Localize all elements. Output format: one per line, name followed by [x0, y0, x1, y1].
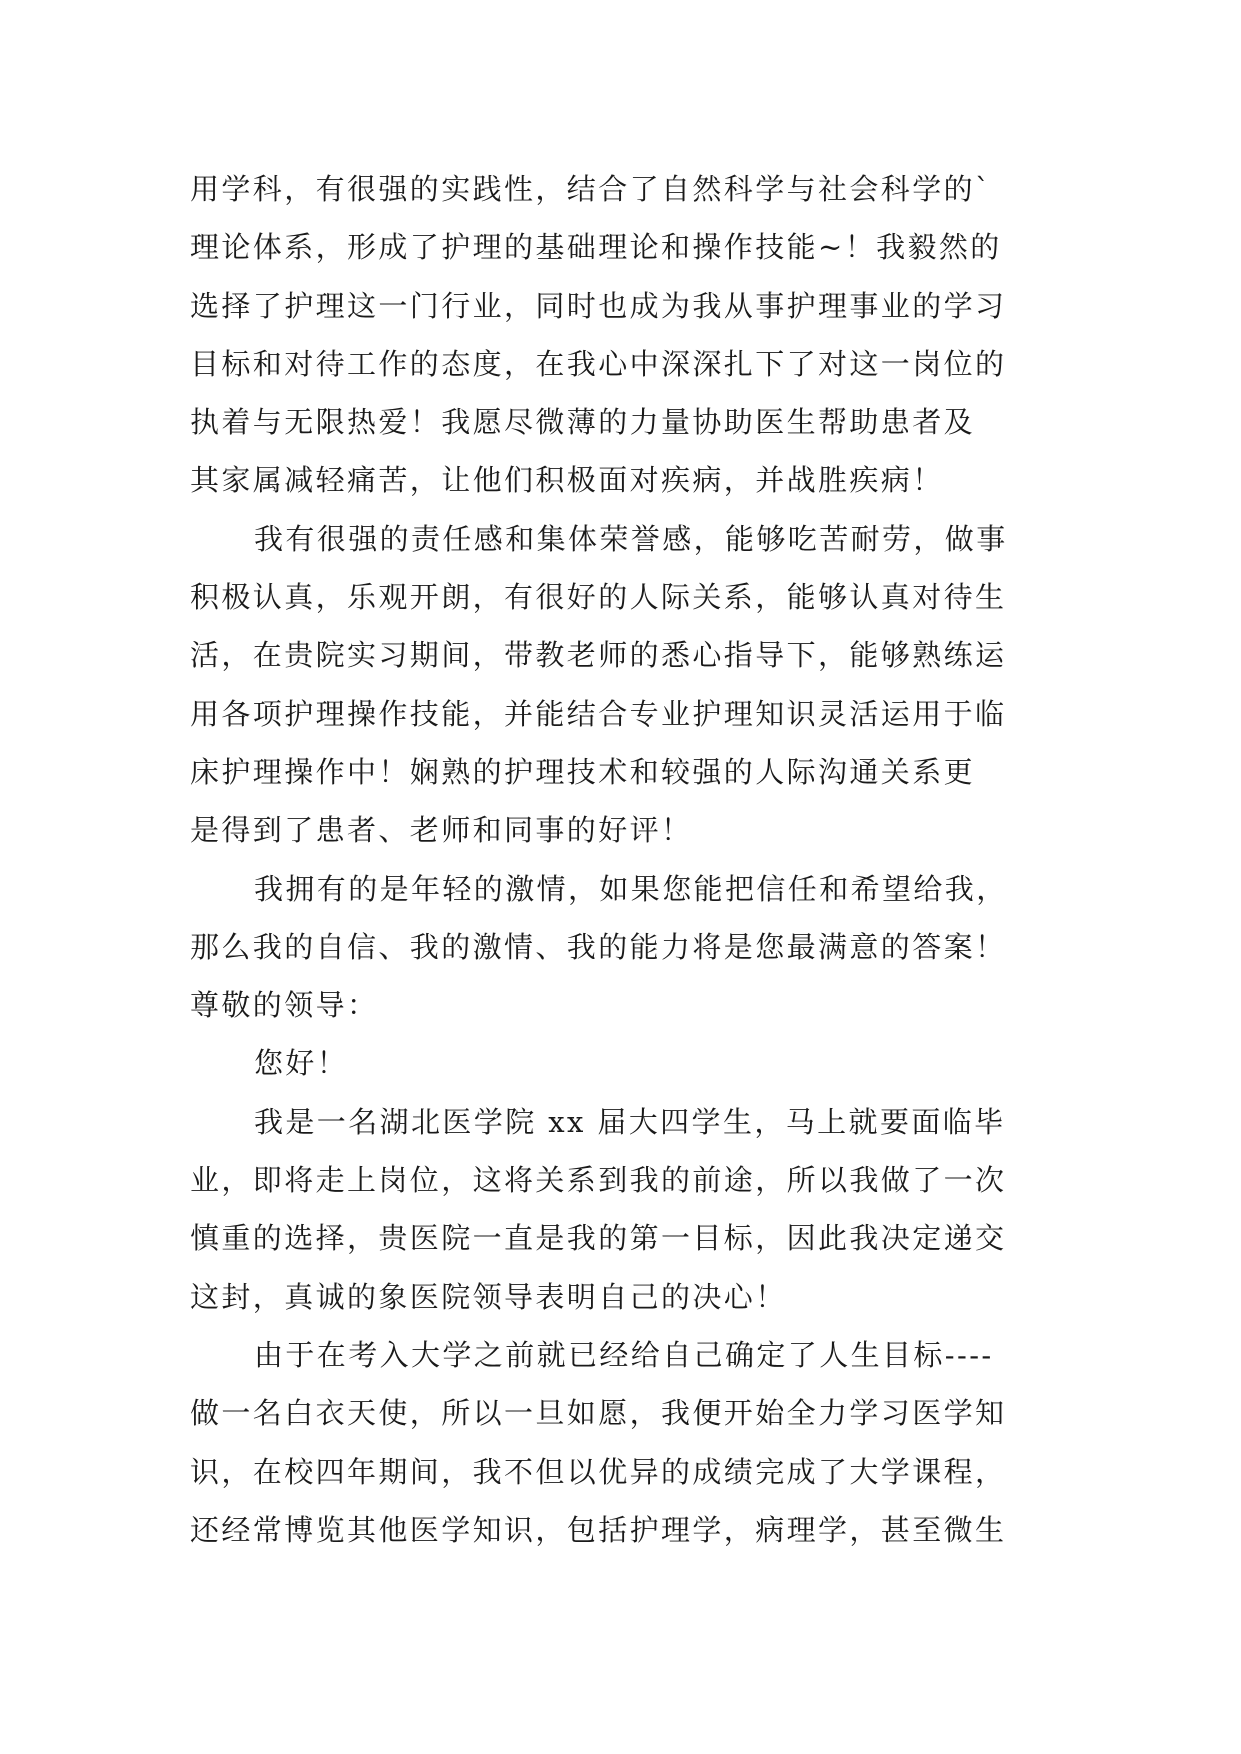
text-line: 这封，真诚的象医院领导表明自己的决心！	[190, 1279, 787, 1314]
text-line: 我拥有的是年轻的激情，如果您能把信任和希望给我，	[254, 871, 1008, 906]
text-line: 用学科，有很强的实践性，结合了自然科学与社会科学的`	[190, 172, 992, 206]
text-line: 理论体系，形成了护理的基础理论和操作技能~！我毅然的	[190, 230, 1002, 265]
text-line: 床护理操作中！娴熟的护理技术和较强的人际沟通关系更	[190, 754, 976, 789]
text-line: 用各项护理操作技能，并能结合专业护理知识灵活运用于临	[190, 696, 1007, 731]
text-line: 识，在校四年期间，我不但以优异的成绩完成了大学课程，	[190, 1454, 1007, 1489]
text-line: 目标和对待工作的态度，在我心中深深扎下了对这一岗位的	[190, 346, 1007, 381]
text-line: 由于在考入大学之前就已经给自己确定了人生目标----	[254, 1337, 994, 1372]
text-line: 业，即将走上岗位，这将关系到我的前途，所以我做了一次	[190, 1163, 1007, 1198]
text-line: 您好！	[254, 1046, 349, 1081]
text-line: 那么我的自信、我的激情、我的能力将是您最满意的答案！	[190, 929, 1007, 964]
body-text	[190, 160, 1060, 1559]
text-line: 我是一名湖北医学院 xx 届大四学生，马上就要面临毕	[254, 1104, 1006, 1139]
text-line: 选择了护理这一门行业，同时也成为我从事护理事业的学习	[190, 288, 1007, 323]
text-line: 积极认真，乐观开朗，有很好的人际关系，能够认真对待生	[190, 580, 1007, 615]
text-line: 我有很强的责任感和集体荣誉感，能够吃苦耐劳，做事	[254, 521, 1008, 556]
text-line: 慎重的选择，贵医院一直是我的第一目标，因此我决定递交	[190, 1221, 1007, 1256]
text-line: 做一名白衣天使，所以一旦如愿，我便开始全力学习医学知	[190, 1396, 1007, 1431]
text-line: 是得到了患者、老师和同事的好评！	[190, 813, 693, 848]
text-line: 其家属减轻痛苦，让他们积极面对疾病，并战胜疾病！	[190, 463, 944, 498]
text-line: 活，在贵院实习期间，带教老师的悉心指导下，能够熟练运	[190, 638, 1007, 673]
text-line: 执着与无限热爱！我愿尽微薄的力量协助医生帮助患者及	[190, 405, 976, 440]
text-line: 还经常博览其他医学知识，包括护理学，病理学，甚至微生	[190, 1512, 1007, 1547]
text-line: 尊敬的领导：	[190, 988, 379, 1023]
